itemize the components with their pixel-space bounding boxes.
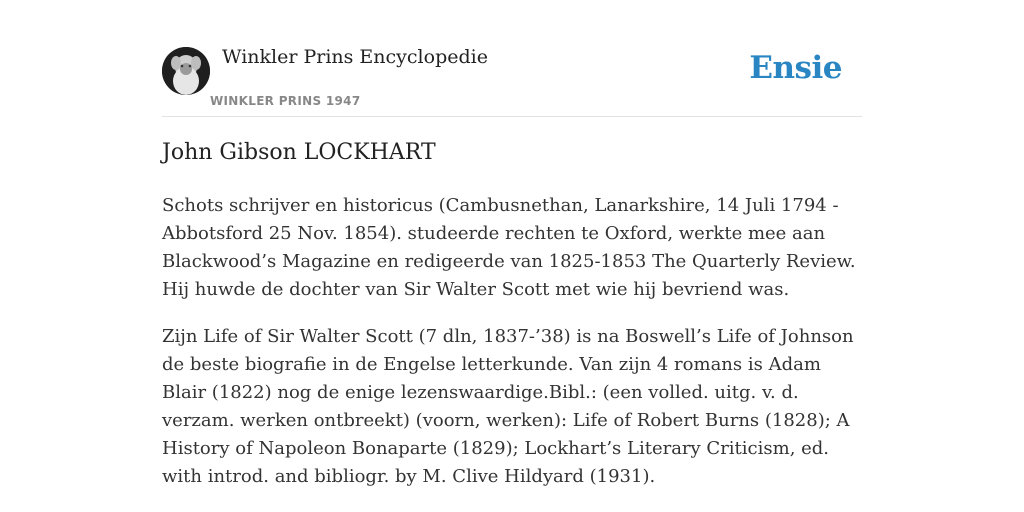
entry-paragraph: Schots schrijver en historicus (Cambusnethan, Lanarkshire, 14 Juli 1794 - Abbotsford 25 Nov. 1854). studeerde rechten te Oxford, werkte mee aan Blackwood’s Magazine en redigeerde van 1825-1853 The Quarterly Review. Hij huwde de dochter van Sir Walter Scott met wie hij bevriend was. [162, 195, 856, 300]
page [162, 0, 862, 487]
source-title-link[interactable]: Winkler Prins Encyclopedie [222, 46, 488, 68]
bearded-man-portrait-icon[interactable] [162, 47, 210, 95]
entry-title: John Gibson LOCKHART [162, 140, 436, 165]
source-subtitle: WINKLER PRINS 1947 [210, 94, 361, 108]
entry-paragraph: Zijn Life of Sir Walter Scott (7 dln, 1837-’38) is na Boswell’s Life of Johnson de beste biografie in de Engelse letterkunde. Van zijn 4 romans is Adam Blair (1822) nog de enige lezenswaardige.Bibl.: (een volled. uitg. v. d. verzam. werken ontbreekt) (voorn, werken): Life of Robert Burns (1828); A History of Napoleon Bonaparte (1829); Lockhart’s Literary Criticism, ed. with introd. and bibliogr. by M. Clive Hildyard (1931). [162, 326, 854, 487]
source-header [162, 0, 862, 117]
ensie-logo-link[interactable]: Ensie [749, 50, 842, 86]
entry-body [162, 192, 867, 510]
